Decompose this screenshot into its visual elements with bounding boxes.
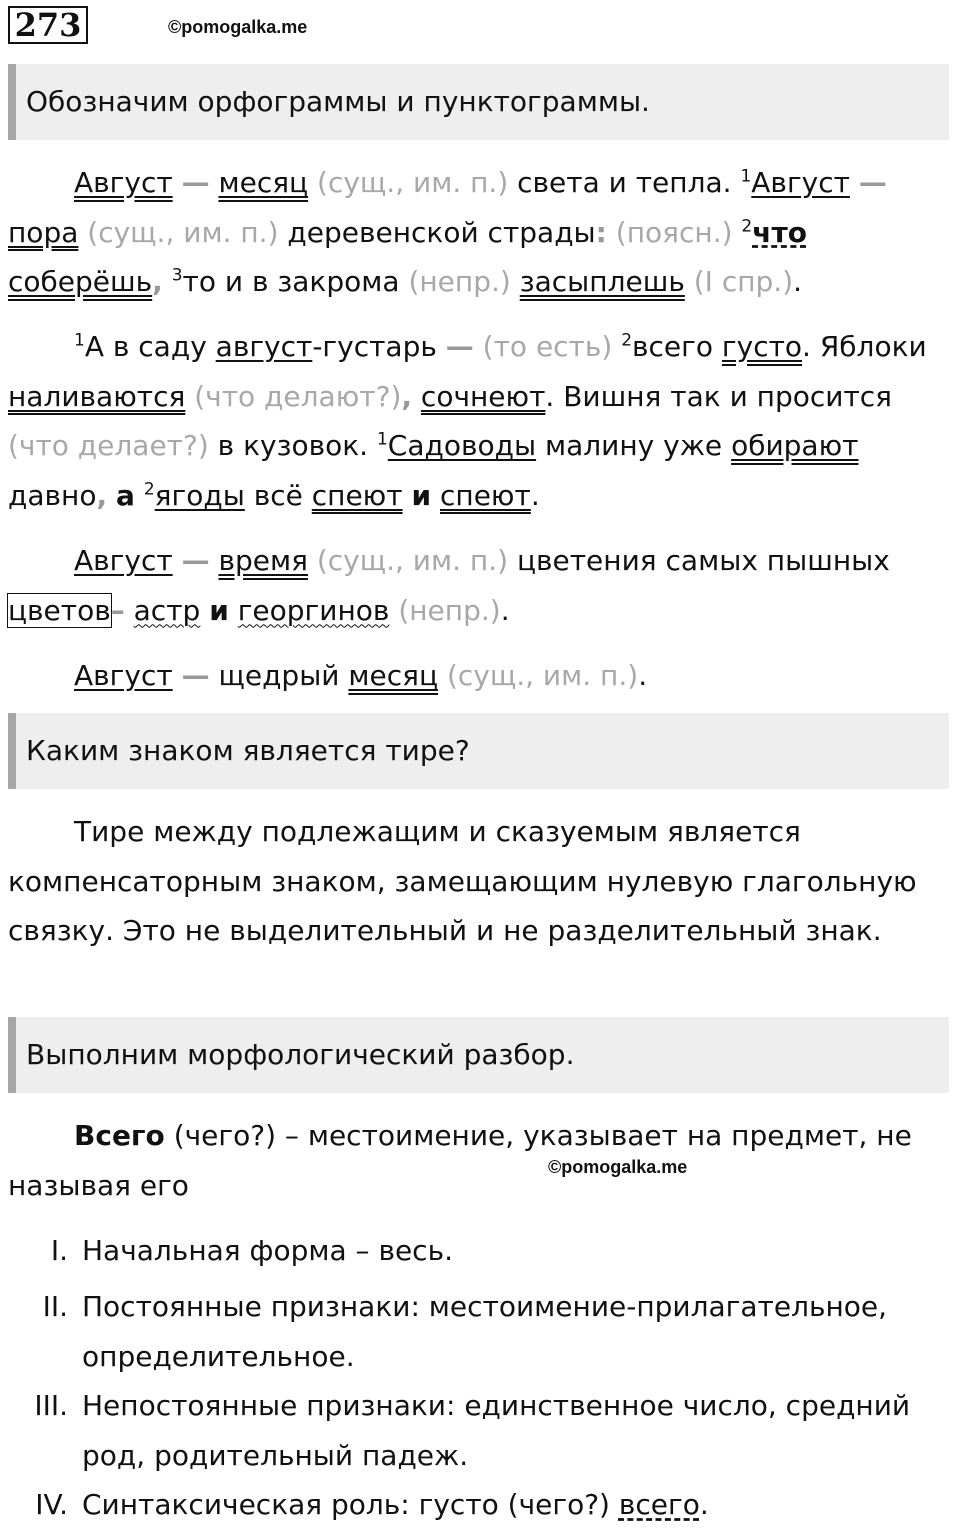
predicate-word: засыплешь [519, 265, 685, 298]
text-run: давно [8, 478, 97, 512]
apposition-word: астр [133, 593, 201, 627]
text-run: щедрый [209, 659, 349, 692]
item-number: II. [42, 1290, 68, 1323]
superscript: 2 [741, 216, 753, 237]
predicate-word: обирают [731, 429, 859, 462]
text-run: малину уже [536, 429, 732, 462]
paragraph-3 [8, 536, 953, 635]
dot: . [699, 1488, 709, 1521]
text-run: всего [632, 330, 722, 363]
conjunction-word: а [116, 478, 135, 512]
predicate-word: сочнеют [420, 379, 546, 413]
dot: . [500, 593, 510, 627]
dot: . [530, 478, 540, 512]
exercise-number: 273 [8, 6, 88, 44]
item-text: Непостоянные признаки: единственное число, средний род, родительный падеж. [82, 1389, 911, 1472]
text-run: А в саду [84, 330, 216, 363]
dot: . [638, 659, 648, 692]
text-run: деревенской страды [278, 215, 596, 249]
paragraph-1 [8, 158, 953, 307]
predicate-word: соберёшь [8, 265, 153, 298]
text-run: всё [244, 478, 312, 512]
predicate-word: спеют [440, 478, 531, 512]
predicate-word: густо [721, 330, 803, 363]
subject-word: Август [74, 166, 173, 199]
section-header-dash: Каким знаком является тире? [8, 713, 949, 789]
note: (I спр.) [693, 265, 794, 298]
comma-mark: , [152, 265, 163, 298]
dash-mark: — [445, 330, 474, 363]
morph-word: Всего [74, 1119, 165, 1152]
item-number: IV. [35, 1488, 68, 1521]
text-run: . Вишня так и просится [545, 379, 893, 413]
superscript: 1 [376, 429, 388, 450]
dash-mark: — [858, 166, 887, 199]
boxed-word: цветов [8, 593, 111, 627]
subject-word: Август [74, 659, 173, 692]
subject-word: Садоводы [387, 429, 537, 462]
morph-description: (чего?) – местоимение, указывает на предмет, не называя его [8, 1119, 912, 1202]
paragraph-2 [8, 322, 953, 520]
predicate-word: спеют [311, 478, 403, 512]
superscript: 1 [74, 330, 85, 351]
text-run: -густарь [312, 330, 446, 363]
text-run: цветения самых пышных [508, 544, 890, 577]
item-text: Начальная форма – весь. [82, 1234, 453, 1267]
note: (сущ., им. п.) [317, 166, 509, 199]
predicate-word: наливаются [8, 379, 186, 413]
text-run: . Яблоки [802, 330, 927, 363]
note: (то есть) [482, 330, 613, 363]
note: (поясн.) [615, 215, 733, 249]
superscript: 2 [621, 330, 633, 351]
note: (непр.) [398, 593, 501, 627]
note: (сущ., им. п.) [316, 544, 509, 577]
morph-intro [8, 1111, 953, 1210]
conjunction-word: и [209, 593, 229, 627]
item-text-run: Синтаксическая роль: густо (чего?) [82, 1488, 619, 1521]
text-run: света и тепла. [508, 166, 741, 199]
text-run: то и в [182, 265, 278, 298]
predicate-word: время [218, 544, 308, 577]
paragraph-4 [8, 651, 953, 701]
predicate-word: месяц [348, 659, 439, 692]
dash-mark: – [110, 593, 125, 627]
section-header-morph: Выполним морфологический разбор. [8, 1017, 949, 1093]
note: (непр.) [408, 265, 511, 298]
dot: . [793, 265, 803, 298]
item-text [82, 1480, 957, 1530]
superscript: 2 [143, 479, 155, 500]
note: (сущ., им. п.) [87, 215, 279, 249]
subject-word: Август [751, 166, 850, 199]
superscript: 3 [171, 265, 183, 286]
subject-word: август [215, 330, 313, 363]
predicate-word: пора [8, 215, 79, 249]
item-number: I. [50, 1234, 68, 1267]
section-header-orthograms: Обозначим орфограммы и пунктограммы. [8, 64, 949, 140]
conjunction-word: и [411, 478, 432, 512]
comma-mark: , [96, 478, 108, 512]
dash-mark: — [181, 659, 210, 692]
watermark-top: ©pomogalka.me [168, 17, 308, 37]
note: (что делают?) [194, 379, 402, 413]
colon-mark: : [595, 215, 607, 249]
underlined-word: всего [618, 1488, 700, 1521]
answer-dash-paragraph: Тире между подлежащим и сказуемым является компенсаторным знаком, замещающим нулевую глагольную связку. Это не выделительный и не разделительный знак. [8, 815, 917, 947]
note: (что делает?) [8, 429, 209, 462]
subject-word: Август [74, 544, 173, 577]
superscript: 1 [740, 166, 752, 187]
apposition-word: георгинов [237, 593, 390, 627]
watermark-middle: ©pomogalka.me [548, 1157, 688, 1177]
conjunction-word: что [752, 215, 807, 249]
item-text: Постоянные признаки: местоимение-прилагательное, определительное. [82, 1290, 888, 1373]
dash-mark: — [181, 166, 210, 199]
subject-word: ягоды [154, 478, 245, 512]
dash-mark: — [181, 544, 210, 577]
text-run: в кузовок. [208, 429, 377, 462]
word-zakroma: закрома [277, 265, 400, 298]
item-number: III. [34, 1389, 68, 1422]
note: (сущ., им. п.) [446, 659, 639, 692]
predicate-word: месяц [218, 166, 309, 199]
comma-mark: , [401, 379, 413, 413]
